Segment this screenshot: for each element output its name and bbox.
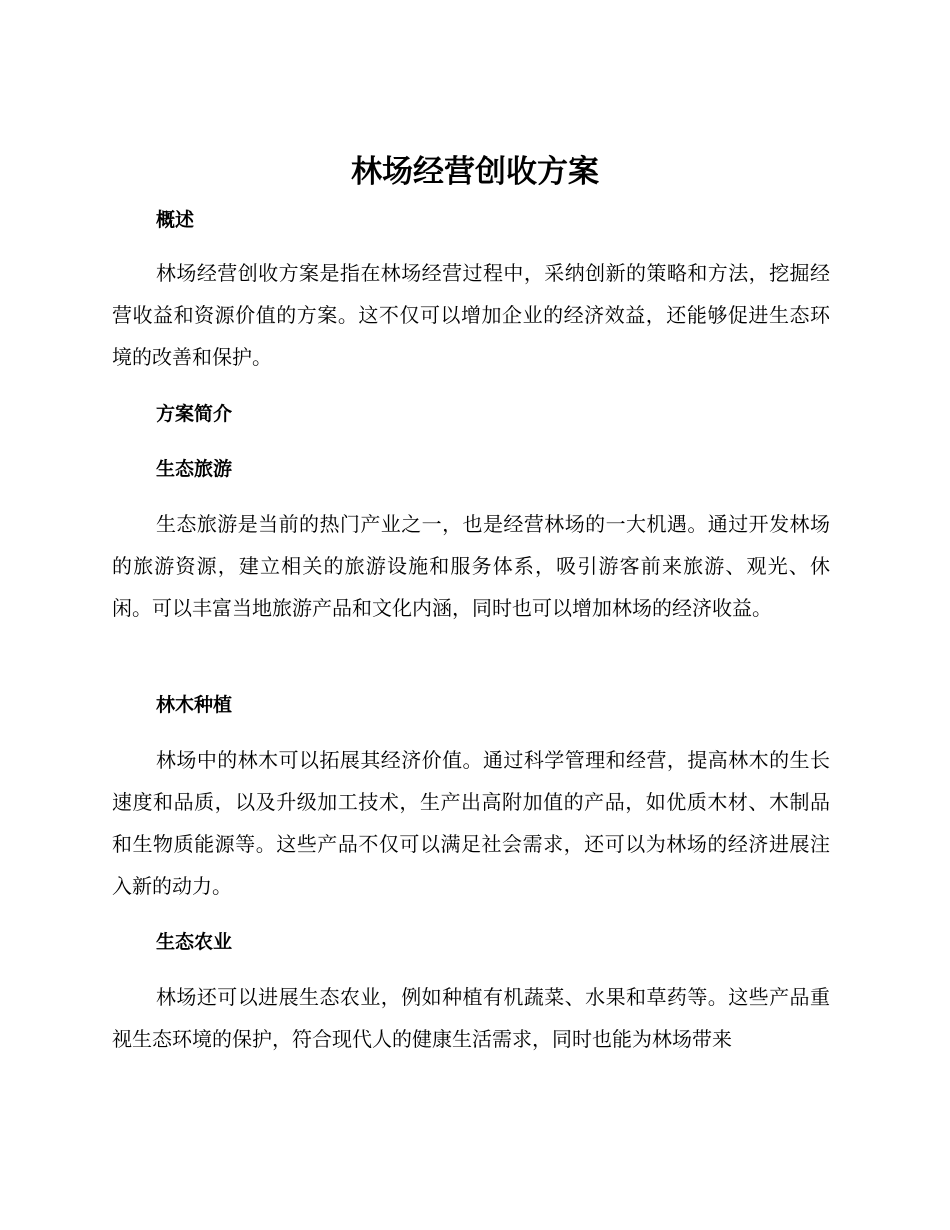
section-paragraph-overview: 林场经营创收方案是指在林场经营过程中，采纳创新的策略和方法，挖掘经营收益和资源价值的方案。这不仅可以增加企业的经济效益，还能够促进生态环境的改善和保护。: [112, 261, 830, 369]
section-paragraph-eco-tourism: 生态旅游是当前的热门产业之一，也是经营林场的一大机遇。通过开发林场的旅游资源，建立相关的旅游设施和服务体系，吸引游客前来旅游、观光、休闲。可以丰富当地旅游产品和文化内涵，同时也可以增加林场的经济收益。: [112, 512, 830, 620]
section-paragraph-eco-agriculture: 林场还可以进展生态农业，例如种植有机蔬菜、水果和草药等。这些产品重视生态环境的保护，符合现代人的健康生活需求，同时也能为林场带来: [112, 985, 830, 1051]
document-title: 林场经营创收方案: [351, 154, 599, 190]
section-heading-overview: 概述: [156, 209, 195, 231]
section-heading-plan-intro: 方案简介: [156, 403, 233, 425]
section-paragraph-forest-planting: 林场中的林木可以拓展其经济价值。通过科学管理和经营，提高林木的生长速度和品质，以及升级加工技术，生产出高附加值的产品，如优质木材、木制品和生物质能源等。这些产品不仅可以满足社会需求，还可以为林场的经济进展注入新的动力。: [112, 748, 830, 898]
section-heading-eco-agriculture: 生态农业: [156, 931, 233, 953]
section-heading-eco-tourism: 生态旅游: [156, 458, 233, 480]
section-heading-forest-planting: 林木种植: [156, 694, 233, 716]
